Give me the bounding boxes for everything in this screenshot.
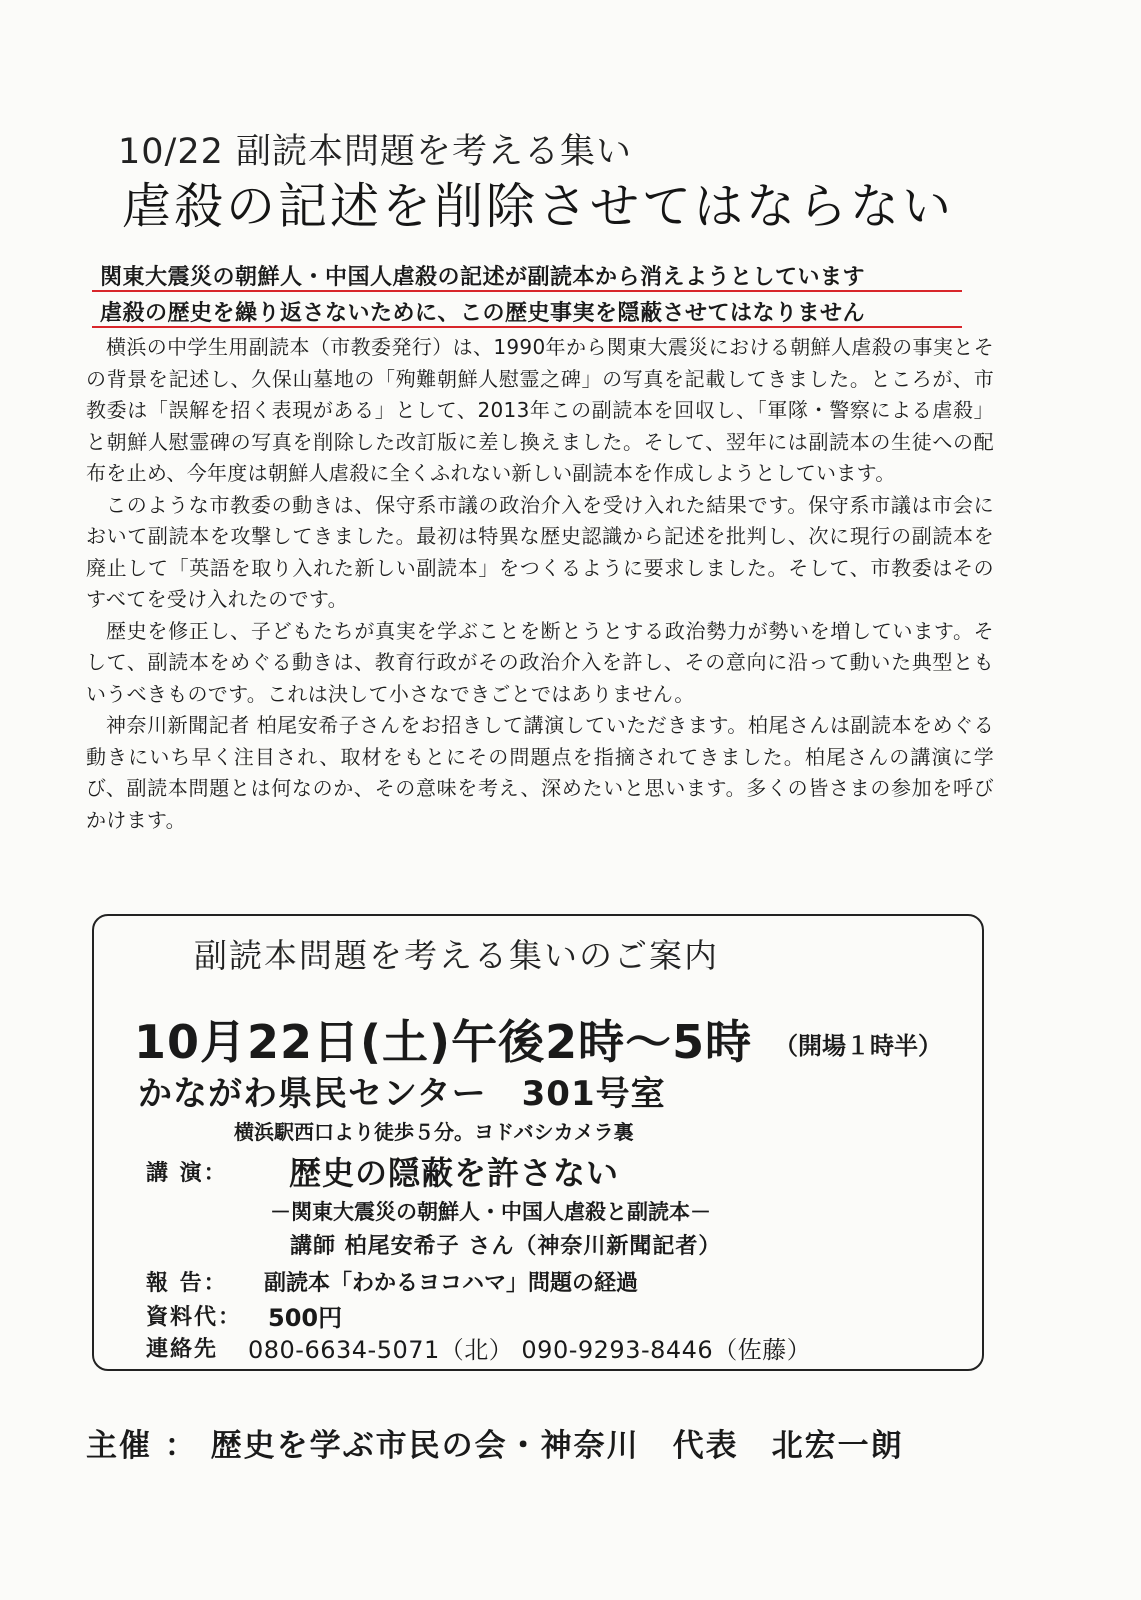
lecture-title: 歴史の隠蔽を許さない (289, 1154, 620, 1192)
event-info-box (92, 914, 984, 1371)
lecturer: 講師 柏尾安希子 さん（神奈川新聞記者） (290, 1234, 722, 1259)
red-underline-2 (92, 326, 962, 328)
page-headline: 虐殺の記述を削除させてはならない (122, 178, 955, 235)
contact-phones: 080-6634-5071（北） 090-9293-8446（佐藤） (248, 1336, 812, 1364)
fee-label: 資料代： (146, 1305, 243, 1330)
body-text (86, 332, 994, 836)
body-paragraph-3: 歴史を修正し、子どもたちが真実を学ぶことを断とうとする政治勢力が勢いを増しています。そして、副読本をめぐる動きは、教育行政がその政治介入を許し、その意向に沿って動いた典型ともいうべきものです。これは決して小さなできごとではありません。 (86, 618, 994, 706)
red-underline-1 (92, 290, 962, 292)
event-venue: かながわ県民センター 301号室 (138, 1074, 666, 1114)
doors-open-note: （開場１時半） (774, 1032, 942, 1060)
lead-line-2: 虐殺の歴史を繰り返さないために、この歴史事実を隠蔽させてはなりません (100, 301, 866, 326)
contact-label: 連絡先 (146, 1337, 219, 1362)
lecture-subtitle: －関東大震災の朝鮮人・中国人虐殺と副読本－ (270, 1200, 711, 1224)
venue-access: 横浜駅西口より徒歩５分。ヨドバシカメラ裏 (234, 1120, 634, 1144)
fee-value: 500円 (268, 1304, 343, 1332)
report-text: 副読本「わかるヨコハマ」問題の経過 (264, 1271, 639, 1296)
body-paragraph-1: 横浜の中学生用副読本（市教委発行）は、1990年から関東大震災における朝鮮人虐殺の事実とその背景を記述し、久保山墓地の「殉難朝鮮人慰霊之碑」の写真を記載してきました。ところが、市教委は「誤解を招く表現がある」として、2013年この副読本を回収し、「軍隊・警察による虐殺」と朝鮮人慰霊碑の写真を削除した改訂版に差し換えました。そして、翌年には副読本の生徒への配布を止め、今年度は朝鮮人虐殺に全くふれない新しい副読本を作成しようとしています。 (86, 335, 994, 485)
body-paragraph-4: 神奈川新聞記者 柏尾安希子さんをお招きして講演していただきます。柏尾さんは副読本をめぐる動きにいち早く注目され、取材をもとにその問題点を指摘されてきました。柏尾さんの講演に学び、副読本問題とは何なのか、その意味を考え、深めたいと思います。多くの皆さまの参加を呼びかけます。 (86, 713, 994, 832)
event-kicker: 10/22 副読本問題を考える集い (118, 132, 632, 172)
report-label: 報 告： (146, 1271, 228, 1296)
lecture-label: 講 演： (146, 1161, 228, 1186)
organizer-line: 主催 ： 歴史を学ぶ市民の会・神奈川 代表 北宏一朗 (86, 1428, 904, 1464)
body-paragraph-2: このような市教委の動きは、保守系市議の政治介入を受け入れた結果です。保守系市議は市会において副読本を攻撃してきました。最初は特異な歴史認識から記述を批判し、次に現行の副読本を廃止して「英語を取り入れた新しい副読本」をつくるように要求しました。そして、市教委はそのすべてを受け入れたのです。 (86, 492, 994, 611)
event-datetime: 10月22日(土)午後2時～5時 (134, 1015, 753, 1069)
info-title: 副読本問題を考える集いのご案内 (194, 936, 719, 975)
lead-line-1: 関東大震災の朝鮮人・中国人虐殺の記述が副読本から消えようとしています (100, 265, 866, 290)
